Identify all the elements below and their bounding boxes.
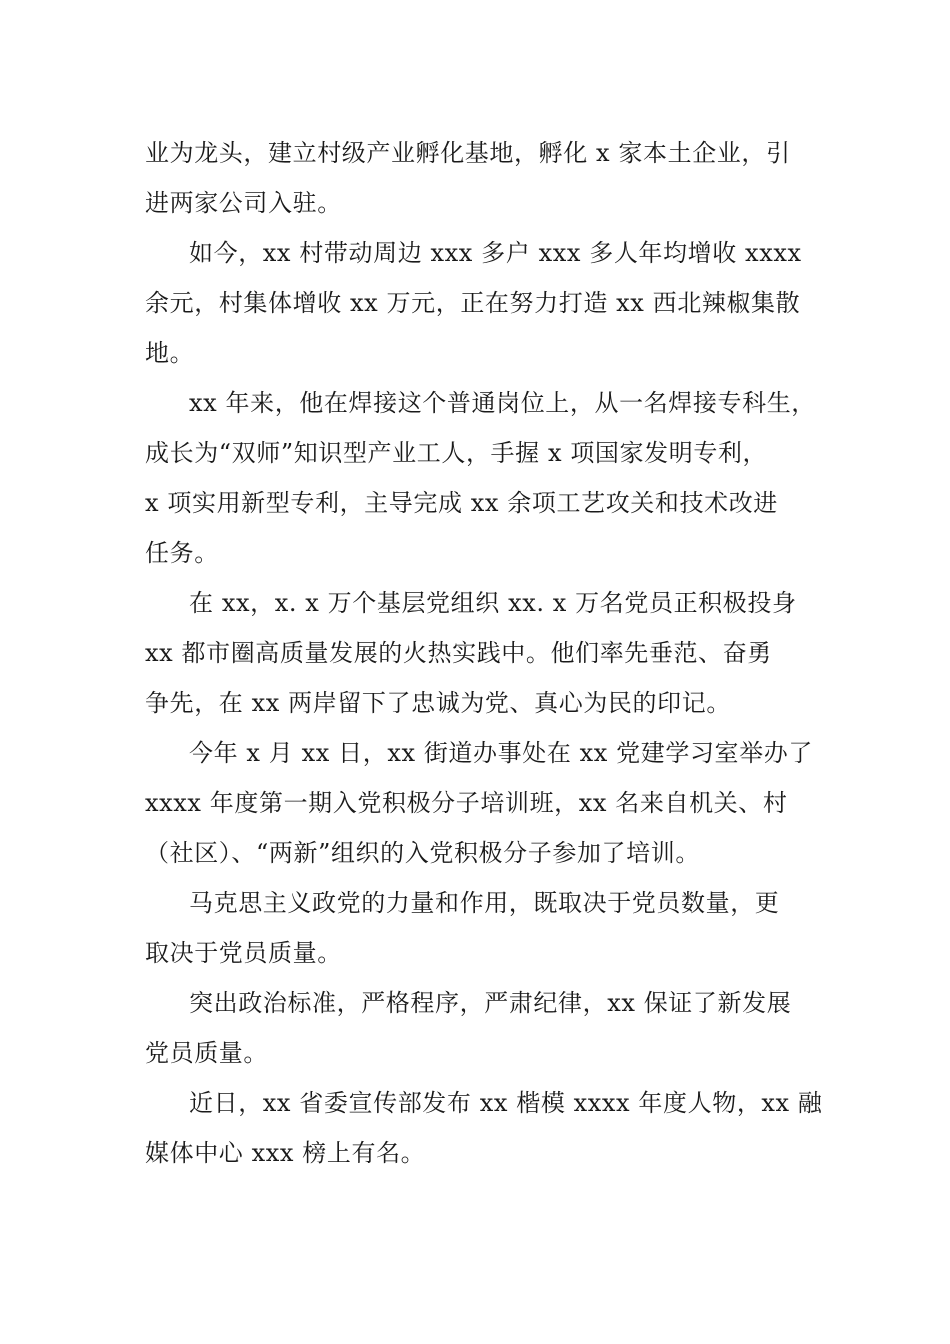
paragraph-6 <box>145 878 835 978</box>
paragraph-3 <box>145 378 835 578</box>
paragraph-7 <box>145 978 835 1078</box>
text-line: 如今，xx 村带动周边 xxx 多户 xxx 多人年均增收 xxxx <box>189 239 802 267</box>
text-line: 近日，xx 省委宣传部发布 xx 楷模 xxxx 年度人物，xx 融 <box>189 1089 823 1117</box>
text-line: 业为龙头，建立村级产业孵化基地，孵化 x 家本土企业，引 <box>145 139 791 167</box>
paragraph-5 <box>145 728 835 878</box>
paragraph-4 <box>145 578 835 728</box>
text-line: x 项实用新型专利，主导完成 xx 余项工艺攻关和技术改进 <box>145 489 778 517</box>
text-line: 马克思主义政党的力量和作用，既取决于党员数量，更 <box>189 889 780 917</box>
text-line: xx 都市圈高质量发展的火热实践中。他们率先垂范、奋勇 <box>145 639 772 667</box>
text-line: 成长为“双师”知识型产业工人，手握 x 项国家发明专利， <box>145 439 768 467</box>
paragraph-2 <box>145 228 835 378</box>
text-line: 取决于党员质量。 <box>145 939 342 967</box>
paragraph-1 <box>145 128 835 228</box>
text-line: 任务。 <box>145 539 219 567</box>
paragraph-8 <box>145 1078 835 1178</box>
text-line: （社区）、“两新”组织的入党积极分子参加了培训。 <box>145 839 700 867</box>
document-body <box>145 128 835 1178</box>
text-line: 争先，在 xx 两岸留下了忠诚为党、真心为民的印记。 <box>145 689 731 717</box>
text-line: 突出政治标准，严格程序，严肃纪律，xx 保证了新发展 <box>189 989 792 1017</box>
text-line: 地。 <box>145 339 195 367</box>
text-line: xx 年来，他在焊接这个普通岗位上，从一名焊接专科生， <box>189 389 816 417</box>
text-line: 余元，村集体增收 xx 万元，正在努力打造 xx 西北辣椒集散 <box>145 289 801 317</box>
text-line: 今年 x 月 xx 日，xx 街道办事处在 xx 党建学习室举办了 <box>189 739 813 767</box>
text-line: 在 xx，x. x 万个基层党组织 xx. x 万名党员正积极投身 <box>189 589 797 617</box>
text-line: xxxx 年度第一期入党积极分子培训班，xx 名来自机关、村 <box>145 789 788 817</box>
text-line: 媒体中心 xxx 榜上有名。 <box>145 1139 426 1167</box>
text-line: 党员质量。 <box>145 1039 268 1067</box>
text-line: 进两家公司入驻。 <box>145 189 342 217</box>
